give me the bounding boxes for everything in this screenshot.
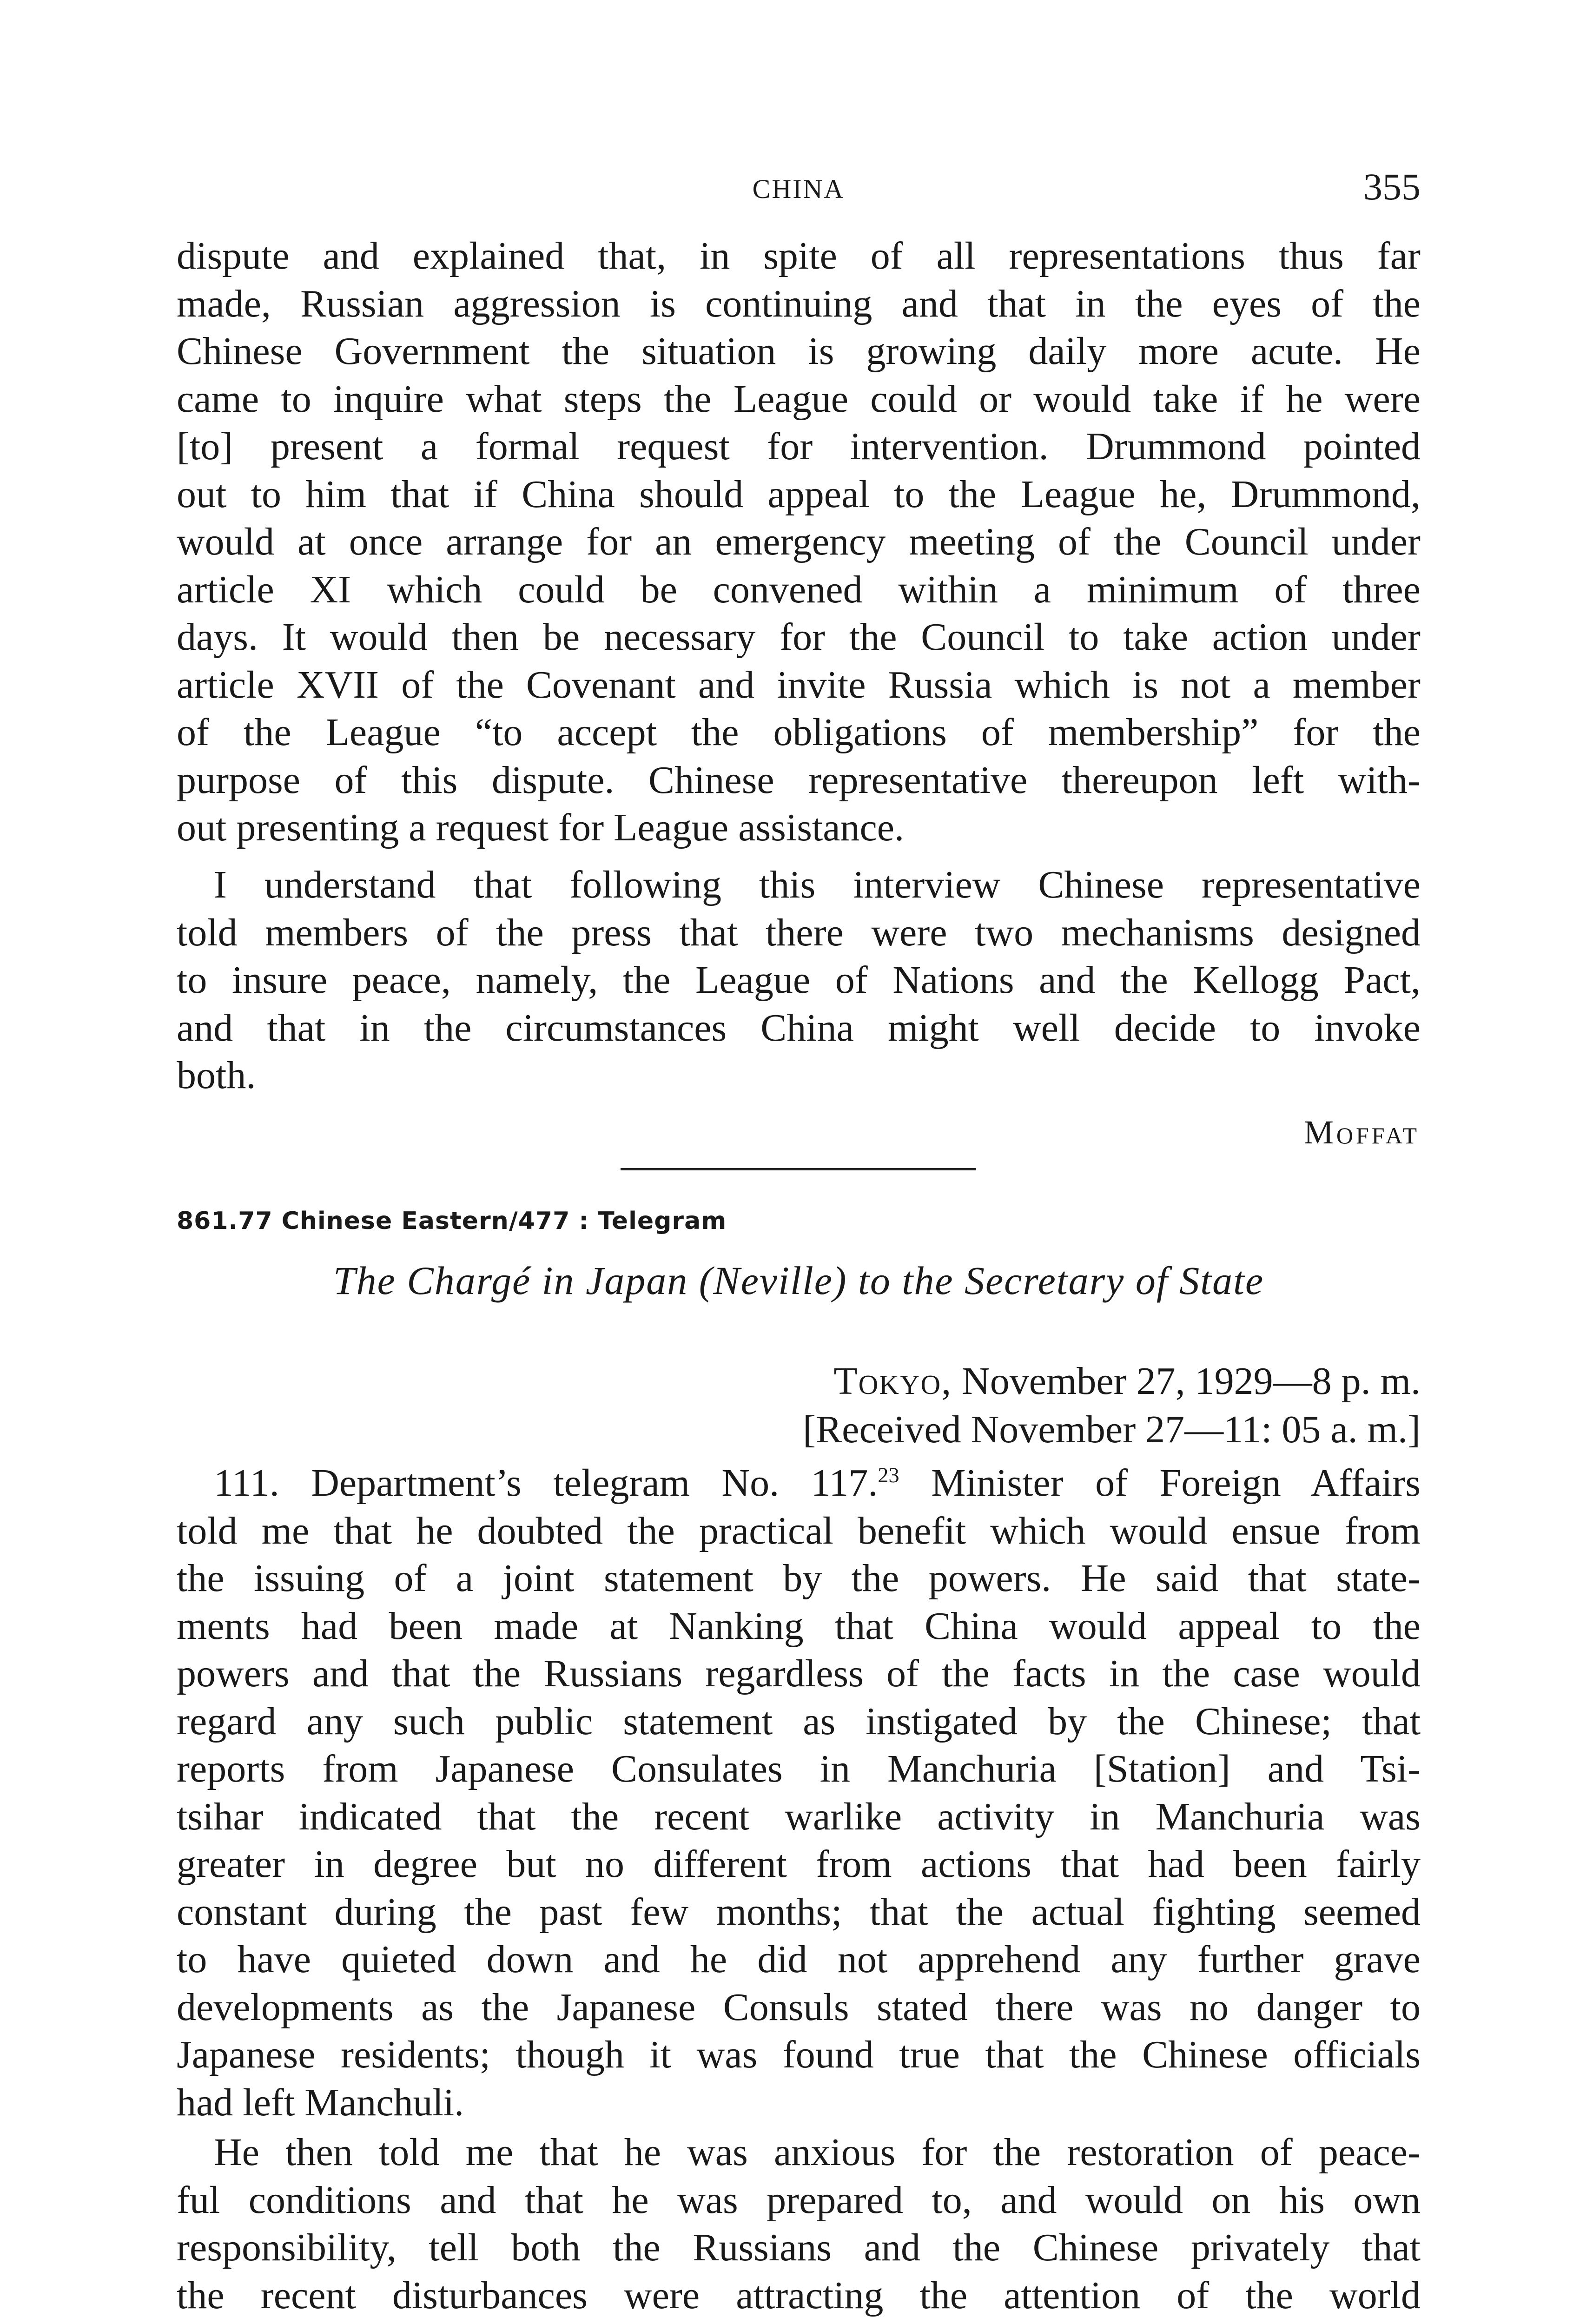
text-line: both. (177, 1054, 256, 1097)
text-line: constant during the past few months; that the actual fighting seemed (177, 1890, 1421, 1934)
text-line: ments had been made at Nanking that China would appeal to the (177, 1604, 1421, 1648)
text-line: and that in the circumstances China might well decide to invoke (177, 1006, 1421, 1050)
text-line: developments as the Japanese Consuls stated there was no danger to (177, 1985, 1421, 2029)
running-head (177, 165, 1421, 211)
text-line: regard any such public statement as instigated by the Chinese; that (177, 1699, 1421, 1743)
text-line: [to] present a formal request for intervention. Drummond pointed (177, 425, 1421, 468)
paragraph-press (177, 861, 1421, 1100)
line-prefix: 111. Department’s telegram No. 117. (214, 1461, 878, 1505)
dateline (803, 1357, 1421, 1454)
dateline-received: [Received November 27—11: 05 a. m.] (803, 1408, 1421, 1451)
text-line: ful conditions and that he was prepared to, and would on his own (177, 2178, 1421, 2222)
text-line: days. It would then be necessary for the Council to take action under (177, 615, 1421, 659)
text-line: article XI which could be convened within a minimum of three (177, 568, 1421, 611)
text-line: He then told me that he was anxious for the restoration of peace- (214, 2131, 1421, 2174)
dateline-sent (803, 1357, 1421, 1406)
document-title: The Chargé in Japan (Neville) to the Secretary of State (333, 1258, 1264, 1303)
paragraph-telegram (177, 1459, 1421, 2126)
dateline-place: Tokyo, (833, 1360, 952, 1403)
page-number: 355 (1363, 165, 1421, 208)
text-line: Japanese residents; though it was found true that the Chinese officials (177, 2033, 1421, 2076)
text-line: the recent disturbances were attracting the attention of the world (177, 2273, 1421, 2317)
text-line: came to inquire what steps the League could or would take if he were (177, 377, 1421, 421)
text-line (177, 1459, 1421, 1507)
text-line: of the League “to accept the obligations of membership” for the (177, 711, 1421, 754)
footnote-reference: 23 (878, 1463, 899, 1487)
section-divider (621, 1168, 976, 1170)
text-line: powers and that the Russians regardless of the facts in the case would (177, 1652, 1421, 1695)
text-line: would at once arrange for an emergency meeting of the Council under (177, 520, 1421, 563)
text-line: the issuing of a joint statement by the powers. He said that state- (177, 1557, 1421, 1600)
text-line: told me that he doubted the practical benefit which would ensue from (177, 1509, 1421, 1552)
dateline-date: November 27, 1929—8 p. m. (962, 1360, 1421, 1403)
paragraph-continuation (177, 232, 1421, 852)
text-line: responsibility, tell both the Russians and the Chinese privately that (177, 2226, 1421, 2269)
text-line: greater in degree but no different from actions that had been fairly (177, 1842, 1421, 1886)
line-suffix: Minister of Foreign Affairs (899, 1461, 1421, 1505)
text-line: to insure peace, namely, the League of Nations and the Kellogg Pact, (177, 958, 1421, 1002)
text-line: article XVII of the Covenant and invite Russia which is not a member (177, 663, 1421, 706)
text-line: tsihar indicated that the recent warlike activity in Manchuria was (177, 1795, 1421, 1838)
text-line: out presenting a request for League assistance. (177, 806, 905, 849)
text-line: made, Russian aggression is continuing and that in the eyes of the (177, 282, 1421, 325)
text-line: reports from Japanese Consulates in Manchuria [Station] and Tsi- (177, 1747, 1421, 1790)
text-line: had left Manchuli. (177, 2080, 464, 2124)
text-line: dispute and explained that, in spite of all representations thus far (177, 234, 1421, 277)
text-line: out to him that if China should appeal to the League he, Drummond, (177, 472, 1421, 516)
file-reference: 861.77 Chinese Eastern/477 : Telegram (177, 1207, 727, 1235)
signature: Moffat (1303, 1114, 1420, 1151)
text-line: to have quieted down and he did not apprehend any further grave (177, 1938, 1421, 1981)
text-line: told members of the press that there were two mechanisms designed (177, 911, 1421, 954)
text-line: Chinese Government the situation is growing daily more acute. He (177, 330, 1421, 373)
text-line: purpose of this dispute. Chinese representative thereupon left with- (177, 758, 1421, 802)
paragraph-restoration (177, 2129, 1421, 2319)
running-title: CHINA (752, 174, 845, 204)
text-line: I understand that following this interview Chinese representative (214, 863, 1421, 906)
